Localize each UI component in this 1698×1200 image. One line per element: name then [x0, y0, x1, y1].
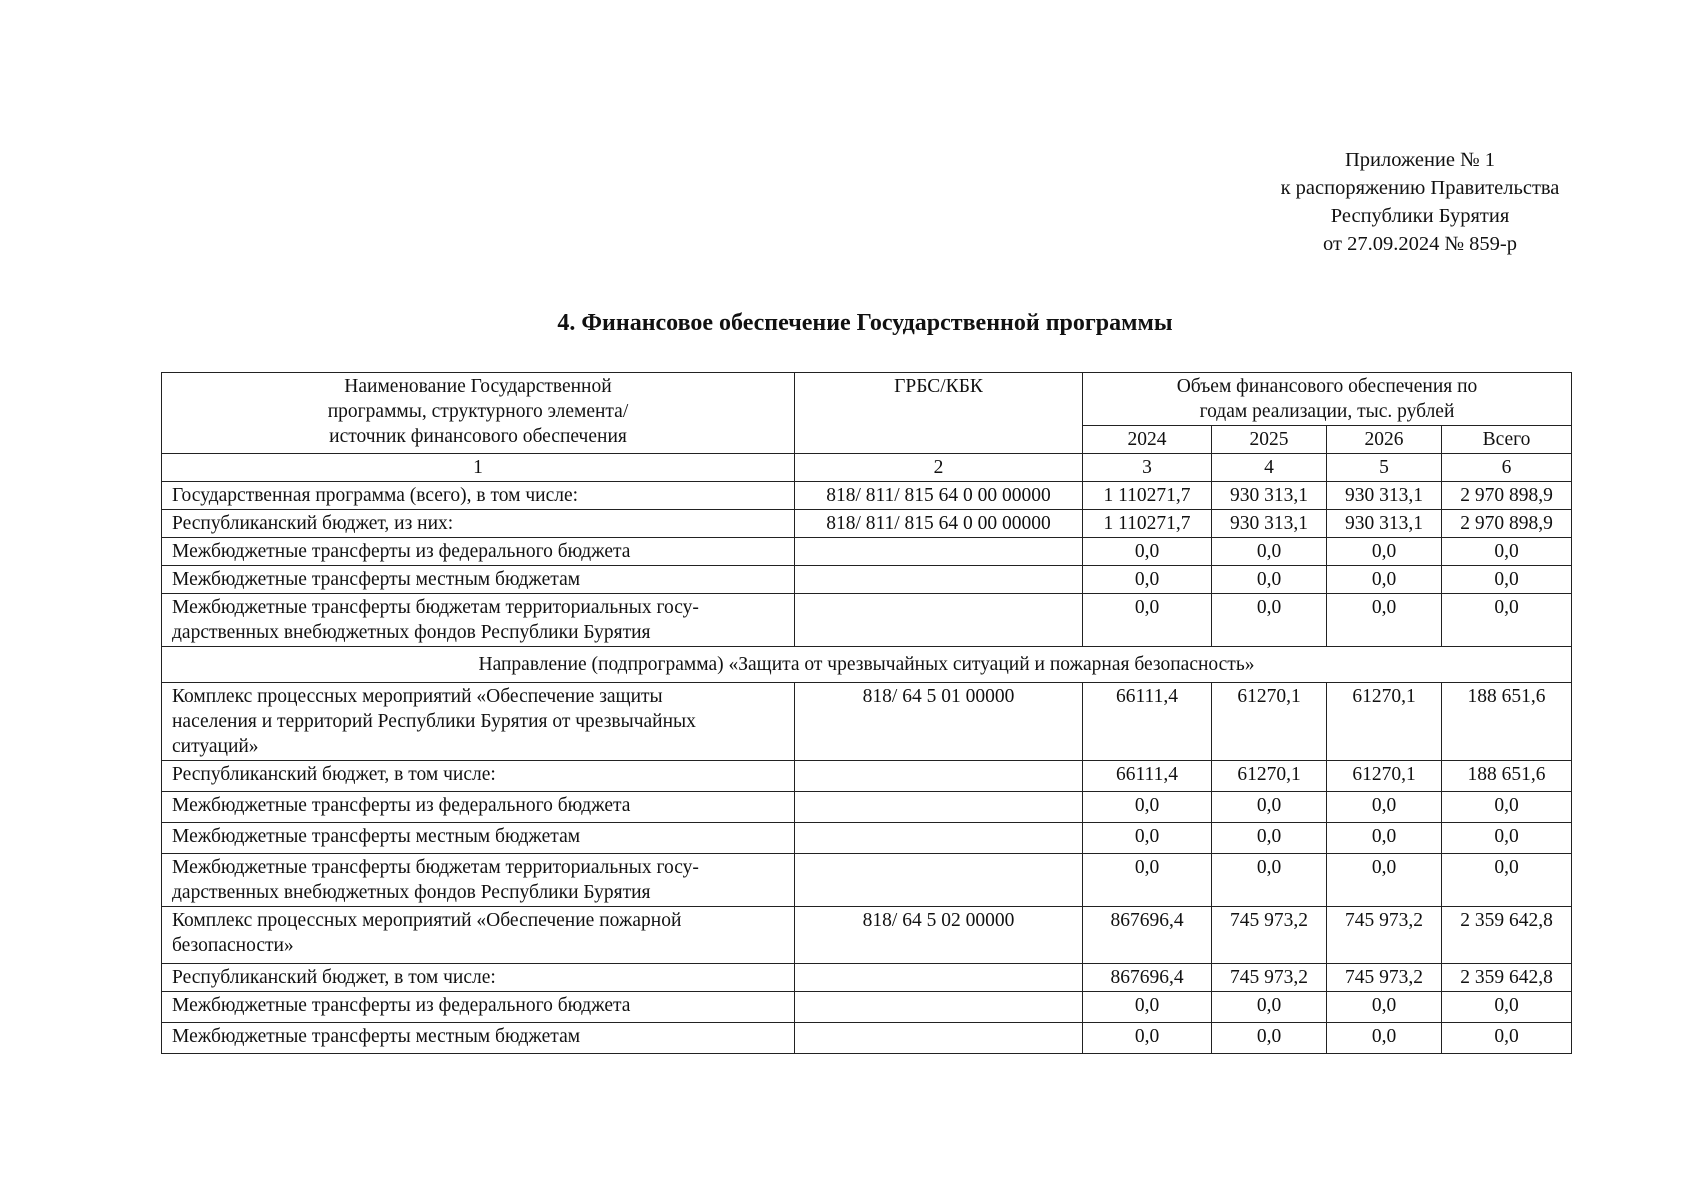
appendix-block: [1240, 146, 1600, 258]
row-code: [795, 761, 1083, 792]
row-value-2026: 745 973,2: [1327, 907, 1442, 964]
table-row: [162, 482, 1572, 510]
row-value-total: 2 359 642,8: [1442, 964, 1572, 992]
appendix-line: Республики Бурятия: [1330, 205, 1510, 227]
table-row: [162, 823, 1572, 854]
row-value-2025: 0,0: [1212, 792, 1327, 823]
header-volume-line: годам реализации, тыс. рублей: [1199, 401, 1455, 422]
row-code: [795, 964, 1083, 992]
row-name-line: Комплекс процессных мероприятий «Обеспечение пожарной: [172, 910, 682, 931]
row-name-line: Межбюджетные трансферты бюджетам территориальных госу-: [172, 597, 699, 618]
header-year-2026: 2026: [1327, 426, 1442, 454]
row-value-2025: 930 313,1: [1212, 510, 1327, 538]
table-row: [162, 510, 1572, 538]
row-value-2025: 745 973,2: [1212, 964, 1327, 992]
financing-table: [161, 372, 1572, 1054]
row-value-total: 0,0: [1442, 1023, 1572, 1054]
row-value-2025: 745 973,2: [1212, 907, 1327, 964]
row-code: 818/ 811/ 815 64 0 00 00000: [795, 482, 1083, 510]
row-name: [162, 683, 795, 761]
row-value-2024: 0,0: [1083, 538, 1212, 566]
row-value-2024: 0,0: [1083, 792, 1212, 823]
row-name: Республиканский бюджет, из них:: [162, 510, 795, 538]
row-value-total: 0,0: [1442, 566, 1572, 594]
row-name-line: Комплекс процессных мероприятий «Обеспечение защиты: [172, 686, 663, 707]
table-header-row: [162, 373, 1572, 426]
row-name: Межбюджетные трансферты местным бюджетам: [162, 823, 795, 854]
row-value-total: 2 970 898,9: [1442, 482, 1572, 510]
column-number: 6: [1442, 454, 1572, 482]
row-value-2024: 0,0: [1083, 594, 1212, 647]
row-value-2024: 0,0: [1083, 992, 1212, 1023]
section-row: [162, 647, 1572, 683]
row-value-2024: 1 110271,7: [1083, 482, 1212, 510]
row-code: [795, 854, 1083, 907]
row-value-2026: 61270,1: [1327, 761, 1442, 792]
column-number: 4: [1212, 454, 1327, 482]
row-code: [795, 1023, 1083, 1054]
row-name-line: дарственных внебюджетных фондов Республики Бурятия: [172, 622, 651, 643]
document-title: 4. Финансовое обеспечение Государственной программы: [557, 310, 1173, 336]
column-number: 1: [162, 454, 795, 482]
row-value-2024: 1 110271,7: [1083, 510, 1212, 538]
table-row: [162, 907, 1572, 964]
row-value-total: 0,0: [1442, 594, 1572, 647]
table-row: [162, 992, 1572, 1023]
row-value-total: 0,0: [1442, 823, 1572, 854]
row-value-2026: 745 973,2: [1327, 964, 1442, 992]
row-code: [795, 823, 1083, 854]
row-value-2024: 66111,4: [1083, 683, 1212, 761]
table-row: [162, 854, 1572, 907]
row-value-total: 188 651,6: [1442, 683, 1572, 761]
row-value-2025: 61270,1: [1212, 761, 1327, 792]
row-value-2024: 0,0: [1083, 854, 1212, 907]
appendix-line: от 27.09.2024 № 859-р: [1323, 233, 1517, 255]
column-number: 2: [795, 454, 1083, 482]
header-name-line: источник финансового обеспечения: [329, 426, 627, 447]
row-value-total: 0,0: [1442, 992, 1572, 1023]
column-number: 5: [1327, 454, 1442, 482]
row-name: Межбюджетные трансферты из федерального бюджета: [162, 538, 795, 566]
row-name: [162, 594, 795, 647]
row-name: [162, 907, 795, 964]
header-code-cell: ГРБС/КБК: [795, 373, 1083, 454]
row-value-2025: 0,0: [1212, 854, 1327, 907]
row-code: [795, 792, 1083, 823]
row-value-2025: 0,0: [1212, 538, 1327, 566]
row-code: [795, 538, 1083, 566]
header-volume-line: Объем финансового обеспечения по: [1176, 376, 1478, 397]
table-row: [162, 1023, 1572, 1054]
row-value-total: 0,0: [1442, 792, 1572, 823]
table-column-numbers-row: [162, 454, 1572, 482]
row-value-2026: 0,0: [1327, 538, 1442, 566]
column-number: 3: [1083, 454, 1212, 482]
header-year-2025: 2025: [1212, 426, 1327, 454]
row-value-2025: 0,0: [1212, 992, 1327, 1023]
row-code: [795, 566, 1083, 594]
row-value-2025: 0,0: [1212, 594, 1327, 647]
row-name-line: безопасности»: [172, 935, 294, 956]
table-row: [162, 538, 1572, 566]
row-name-line: Межбюджетные трансферты бюджетам территориальных госу-: [172, 857, 699, 878]
row-value-total: 188 651,6: [1442, 761, 1572, 792]
row-value-total: 2 970 898,9: [1442, 510, 1572, 538]
row-value-2026: 0,0: [1327, 594, 1442, 647]
row-value-2025: 0,0: [1212, 1023, 1327, 1054]
appendix-line: Приложение № 1: [1344, 149, 1496, 171]
row-value-2025: 61270,1: [1212, 683, 1327, 761]
row-value-2025: 930 313,1: [1212, 482, 1327, 510]
row-value-2024: 867696,4: [1083, 964, 1212, 992]
row-value-2025: 0,0: [1212, 566, 1327, 594]
table-row: [162, 761, 1572, 792]
row-value-2026: 0,0: [1327, 792, 1442, 823]
row-value-total: 2 359 642,8: [1442, 907, 1572, 964]
header-name-line: Наименование Государственной: [344, 376, 612, 397]
row-name: Республиканский бюджет, в том числе:: [162, 761, 795, 792]
row-name: [162, 854, 795, 907]
header-name-cell: [162, 373, 795, 454]
section-heading: Направление (подпрограмма) «Защита от чрезвычайных ситуаций и пожарная безопасность»: [162, 647, 1572, 683]
row-code: 818/ 811/ 815 64 0 00 00000: [795, 510, 1083, 538]
row-name: Межбюджетные трансферты местным бюджетам: [162, 1023, 795, 1054]
row-value-2024: 0,0: [1083, 566, 1212, 594]
table-row: [162, 566, 1572, 594]
header-year-total: Всего: [1442, 426, 1572, 454]
row-name: Межбюджетные трансферты местным бюджетам: [162, 566, 795, 594]
row-name: Межбюджетные трансферты из федерального бюджета: [162, 992, 795, 1023]
row-value-2026: 0,0: [1327, 823, 1442, 854]
row-value-2026: 0,0: [1327, 992, 1442, 1023]
row-name-line: дарственных внебюджетных фондов Республики Бурятия: [172, 882, 651, 903]
row-value-2026: 930 313,1: [1327, 510, 1442, 538]
row-name: Республиканский бюджет, в том числе:: [162, 964, 795, 992]
appendix-line: к распоряжению Правительства: [1280, 177, 1560, 199]
row-value-total: 0,0: [1442, 538, 1572, 566]
row-code: 818/ 64 5 01 00000: [795, 683, 1083, 761]
row-name-line: населения и территорий Республики Бурятия от чрезвычайных: [172, 711, 696, 732]
row-value-2026: 61270,1: [1327, 683, 1442, 761]
row-value-2024: 0,0: [1083, 823, 1212, 854]
row-value-2026: 0,0: [1327, 1023, 1442, 1054]
row-code: 818/ 64 5 02 00000: [795, 907, 1083, 964]
table-row: [162, 964, 1572, 992]
row-value-2026: 930 313,1: [1327, 482, 1442, 510]
row-value-2024: 0,0: [1083, 1023, 1212, 1054]
row-code: [795, 992, 1083, 1023]
row-value-2024: 66111,4: [1083, 761, 1212, 792]
row-name: Государственная программа (всего), в том числе:: [162, 482, 795, 510]
row-value-2025: 0,0: [1212, 823, 1327, 854]
row-value-2026: 0,0: [1327, 566, 1442, 594]
header-year-2024: 2024: [1083, 426, 1212, 454]
row-value-2024: 867696,4: [1083, 907, 1212, 964]
header-name-line: программы, структурного элемента/: [327, 401, 629, 422]
table-row: [162, 594, 1572, 647]
row-name-line: ситуаций»: [172, 736, 259, 757]
table-row: [162, 683, 1572, 761]
header-volume-cell: [1083, 373, 1572, 426]
row-value-2026: 0,0: [1327, 854, 1442, 907]
row-value-total: 0,0: [1442, 854, 1572, 907]
row-code: [795, 594, 1083, 647]
row-name: Межбюджетные трансферты из федерального бюджета: [162, 792, 795, 823]
table-row: [162, 792, 1572, 823]
